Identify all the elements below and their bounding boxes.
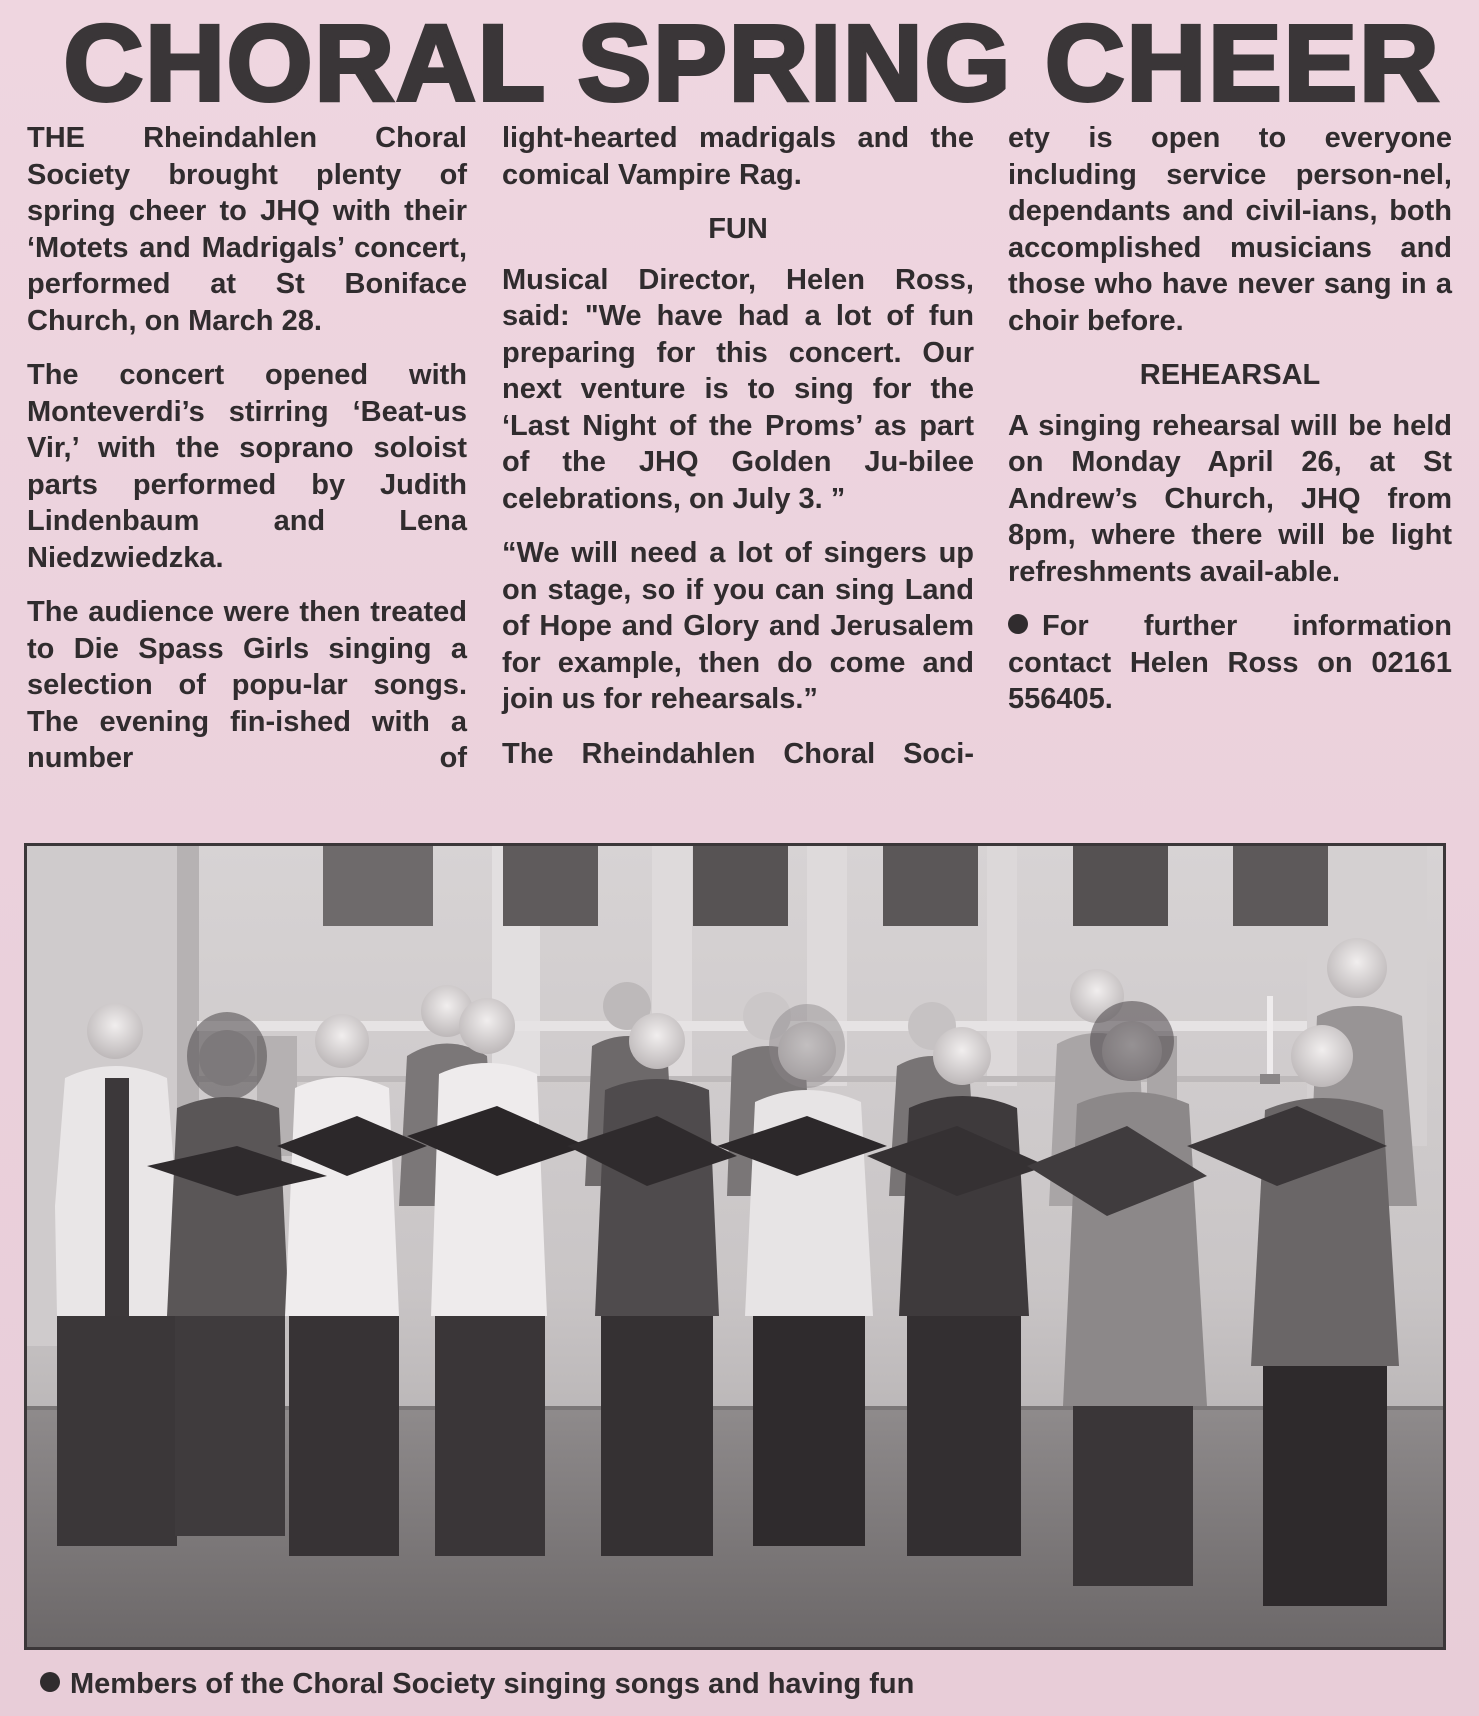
caption-text: Members of the Choral Society singing songs and having fun xyxy=(70,1668,915,1700)
bullet-icon xyxy=(1008,614,1028,634)
headline: CHORAL SPRING CHEER xyxy=(63,2,1441,123)
subheading-fun: FUN xyxy=(708,213,768,245)
paragraph: ety is open to everyone including service person-nel, dependants and civil-ians, both accomplished musicians and those who have never sang in a choir before. xyxy=(1008,122,1452,337)
paragraph: The audience were then treated to Die Spass Girls singing a selection of popu-lar songs. The evening fin-ished with a number of xyxy=(27,596,467,774)
contact-paragraph xyxy=(1008,608,1452,718)
paragraph: The Rheindahlen Choral Soci- xyxy=(502,737,974,770)
choir-photo xyxy=(24,843,1446,1650)
article-column-2 xyxy=(502,120,974,790)
contact-text: For further information contact Helen Ross on 02161 556405. xyxy=(1008,610,1452,715)
article-column-3 xyxy=(1008,120,1452,736)
paragraph: Musical Director, Helen Ross, said: "We have had a lot of fun preparing for this concert. Our next venture is to sing for the ‘Last Night of the Proms’ as part of the JHQ Golden Ju-bilee celebrations, on July 3. ” xyxy=(502,263,974,515)
bullet-icon xyxy=(40,1672,60,1692)
paragraph: A singing rehearsal will be held on Monday April 26, at St Andrew’s Church, JHQ from 8pm, where there will be light refreshments avail-able. xyxy=(1008,409,1452,588)
paragraph: THE Rheindahlen Choral Society brought plenty of spring cheer to JHQ with their ‘Motets and Madrigals’ concert, performed at St Boniface Church, on March 28. xyxy=(27,122,467,337)
choir-photo-illustration xyxy=(27,846,1443,1647)
article-column-1 xyxy=(27,120,467,795)
paragraph: “We will need a lot of singers up on stage, so if you can sing Land of Hope and Glory and Jerusalem for example, then do come and join us for rehearsals.” xyxy=(502,537,974,715)
paragraph: The concert opened with Monteverdi’s stirring ‘Beat-us Vir,’ with the soprano soloist parts performed by Judith Lindenbaum and Lena Niedzwiedzka. xyxy=(27,359,467,574)
photo-caption xyxy=(40,1664,1440,1704)
paragraph: light-hearted madrigals and the comical Vampire Rag. xyxy=(502,122,974,191)
subheading-rehearsal: REHEARSAL xyxy=(1139,359,1321,391)
